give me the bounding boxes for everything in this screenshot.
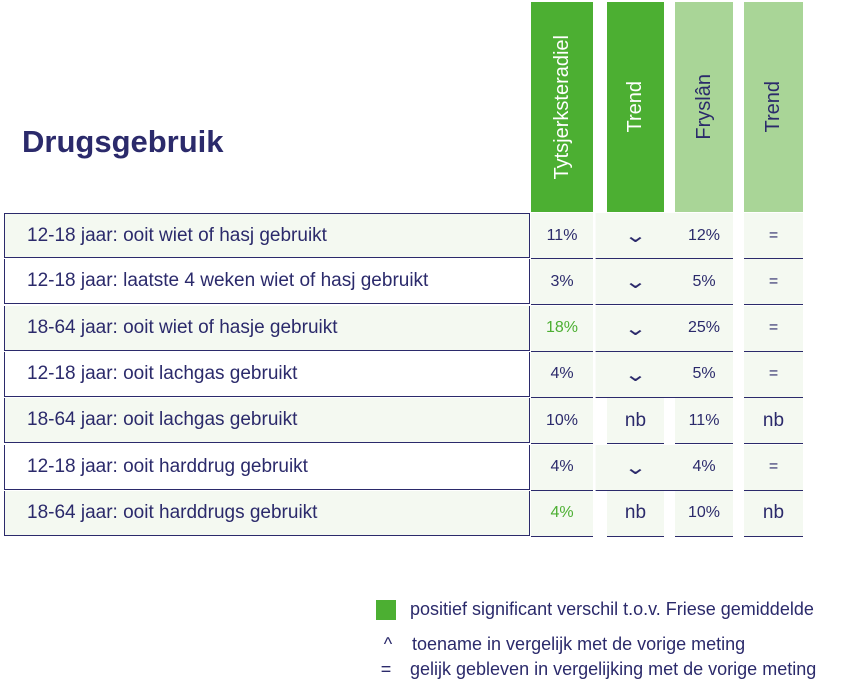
header-label: Tytsjerksteradiel xyxy=(550,34,573,180)
row-label: 12-18 jaar: ooit harddrug gebruikt xyxy=(4,445,530,490)
equals-icon: = xyxy=(380,659,392,679)
fryslan-value: 4% xyxy=(675,445,733,491)
local-value: 18% xyxy=(531,306,593,352)
fryslan-trend: = xyxy=(744,213,803,259)
fryslan-value: 12% xyxy=(675,213,733,259)
local-trend: nb xyxy=(607,398,664,444)
header-label: Fryslân xyxy=(692,74,715,140)
row-label: 12-18 jaar: ooit wiet of hasj gebruikt xyxy=(4,213,530,258)
fryslan-trend: nb xyxy=(744,398,803,444)
legend-significant xyxy=(376,599,814,620)
local-value: 10% xyxy=(531,398,593,444)
page-title: Drugsgebruik xyxy=(22,124,224,159)
row-label: 12-18 jaar: ooit lachgas gebruikt xyxy=(4,352,530,397)
local-value: 3% xyxy=(531,259,593,305)
legend-text: gelijk gebleven in vergelijking met de vorige meting xyxy=(410,659,817,679)
local-trend: ⌄ xyxy=(596,259,676,305)
header-trend-local xyxy=(607,2,664,212)
row-label: 18-64 jaar: ooit harddrugs gebruikt xyxy=(4,491,530,536)
header-trend-fryslan xyxy=(744,2,803,212)
green-swatch-icon xyxy=(376,600,396,620)
header-tytsjerksteradiel xyxy=(531,2,593,212)
local-value: 4% xyxy=(531,491,593,537)
row-label: 12-18 jaar: laatste 4 weken wiet of hasj gebruikt xyxy=(4,259,530,304)
fryslan-value: 10% xyxy=(675,491,733,537)
fryslan-value: 11% xyxy=(675,398,733,444)
caret-up-icon: ^ xyxy=(383,634,393,654)
header-label: Trend xyxy=(624,81,646,133)
legend-equal xyxy=(376,659,816,680)
local-trend: ⌄ xyxy=(596,306,676,352)
local-value: 11% xyxy=(531,213,593,259)
local-trend: ⌄ xyxy=(596,445,676,491)
legend-text: positief significant verschil t.o.v. Friese gemiddelde xyxy=(410,599,814,619)
local-value: 4% xyxy=(531,352,593,398)
header-fryslan xyxy=(675,2,733,212)
fryslan-trend: nb xyxy=(744,491,803,537)
fryslan-trend: = xyxy=(744,306,803,352)
row-label: 18-64 jaar: ooit lachgas gebruikt xyxy=(4,398,530,443)
fryslan-value: 25% xyxy=(675,306,733,352)
row-label: 18-64 jaar: ooit wiet of hasje gebruikt xyxy=(4,306,530,351)
local-value: 4% xyxy=(531,445,593,491)
local-trend: ⌄ xyxy=(596,213,676,259)
local-trend: nb xyxy=(607,491,664,537)
fryslan-value: 5% xyxy=(675,352,733,398)
legend-increase xyxy=(378,634,745,655)
header-label: Trend xyxy=(762,81,784,133)
fryslan-value: 5% xyxy=(675,259,733,305)
legend-text: toename in vergelijk met de vorige meting xyxy=(412,634,746,654)
fryslan-trend: = xyxy=(744,445,803,491)
local-trend: ⌄ xyxy=(596,352,676,398)
fryslan-trend: = xyxy=(744,259,803,305)
fryslan-trend: = xyxy=(744,352,803,398)
